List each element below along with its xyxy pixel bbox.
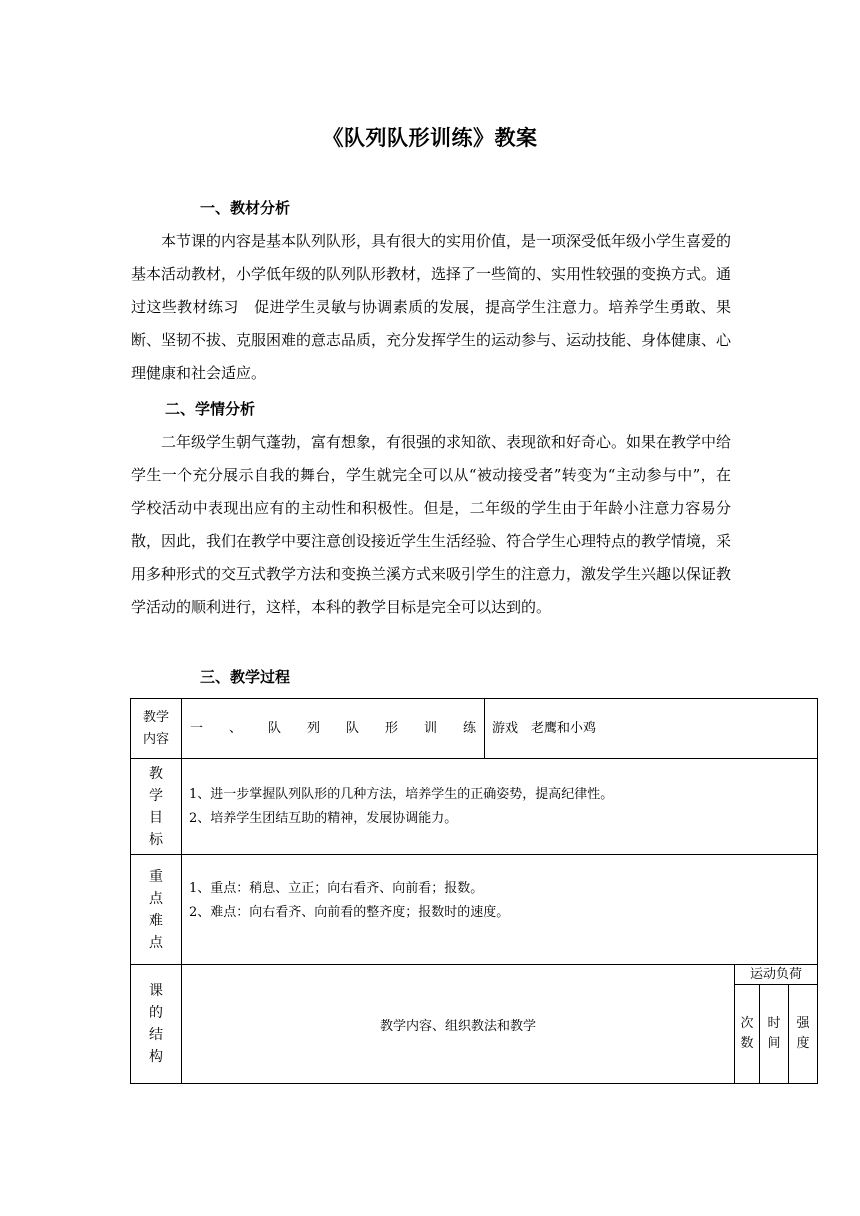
key-point-item: 2、难点：向右看齐、向前看的整齐度；报数时的速度。 xyxy=(189,905,510,920)
lesson-structure-content: 教学内容、组织教法和教学 xyxy=(182,965,735,1084)
page-title: 《队列队形训练》教案 xyxy=(322,126,538,150)
lesson-plan-table xyxy=(130,698,818,1084)
student-analysis-paragraph: 二年级学生朝气蓬勃，富有想象，有很强的求知欲、表现欲和好奇心。如果在教学中给学生一个充分展示自我的舞台，学生就完全可以从“被动接受者”转变为“主动参与中”，在学校活动中表现出应有的主动性和积极性。但是，二年级的学生由于年龄小注意力容易分散，因此，我们在教学中要注意创设接近学生生活经验、符合学生心理特点的教学情境，采用多种形式的交互式教学方法和变换兰溪方式来吸引学生的注意力，激发学生兴趣以保证教学活动的顺利进行，这样，本科的教学目标是完全可以达到的。 xyxy=(131,433,732,616)
teaching-content-a-text: 一、队列队形训练 xyxy=(190,720,476,736)
teaching-goals-content xyxy=(182,759,818,855)
textbook-analysis-paragraph: 本节课的内容是基本队列队形，具有很大的实用价值，是一项深受低年级小学生喜爱的基本活动教材，小学低年级的队列队形教材，选择了一些简的、实用性较强的变换方式。通过这些教材练习 促进学生灵敏与协调素质的发展，提高学生注意力。培养学生勇敢、果断、坚韧不拔、克服困难的意志品质，充分发挥学生的运动参与、运动技能、身体健康、心理健康和社会适应。 xyxy=(131,232,732,382)
key-points-label: 重点难点 xyxy=(131,855,182,965)
table-row-structure-header xyxy=(131,965,818,985)
teaching-goals-label: 教学目标 xyxy=(131,759,182,855)
table-row-teaching-goals xyxy=(131,759,818,855)
teaching-content-label: 教学内容 xyxy=(131,699,182,759)
section-heading-student-analysis: 二、学情分析 xyxy=(165,400,256,418)
lesson-structure-label: 课的结构 xyxy=(131,965,182,1084)
teaching-content-cell-b: 游戏 老鹰和小鸡 xyxy=(485,699,818,759)
section-heading-teaching-process: 三、教学过程 xyxy=(200,668,291,686)
load-count-header: 次数 xyxy=(735,985,760,1084)
section-heading-textbook-analysis: 一、教材分析 xyxy=(200,199,291,217)
exercise-load-header: 运动负荷 xyxy=(735,965,818,985)
table-row-key-points xyxy=(131,855,818,965)
key-point-item: 1、重点：稍息、立正；向右看齐、向前看；报数。 xyxy=(189,881,484,896)
load-time-header: 时间 xyxy=(760,985,789,1084)
table-row-teaching-content xyxy=(131,699,818,759)
load-intensity-header: 强度 xyxy=(789,985,818,1084)
teaching-goal-item: 2、培养学生团结互助的精神，发展协调能力。 xyxy=(189,810,458,826)
teaching-goal-item: 1、进一步掌握队列队形的几种方法，培养学生的正确姿势，提高纪律性。 xyxy=(189,786,614,802)
key-points-content xyxy=(182,855,818,965)
teaching-content-cell-a xyxy=(182,699,485,759)
